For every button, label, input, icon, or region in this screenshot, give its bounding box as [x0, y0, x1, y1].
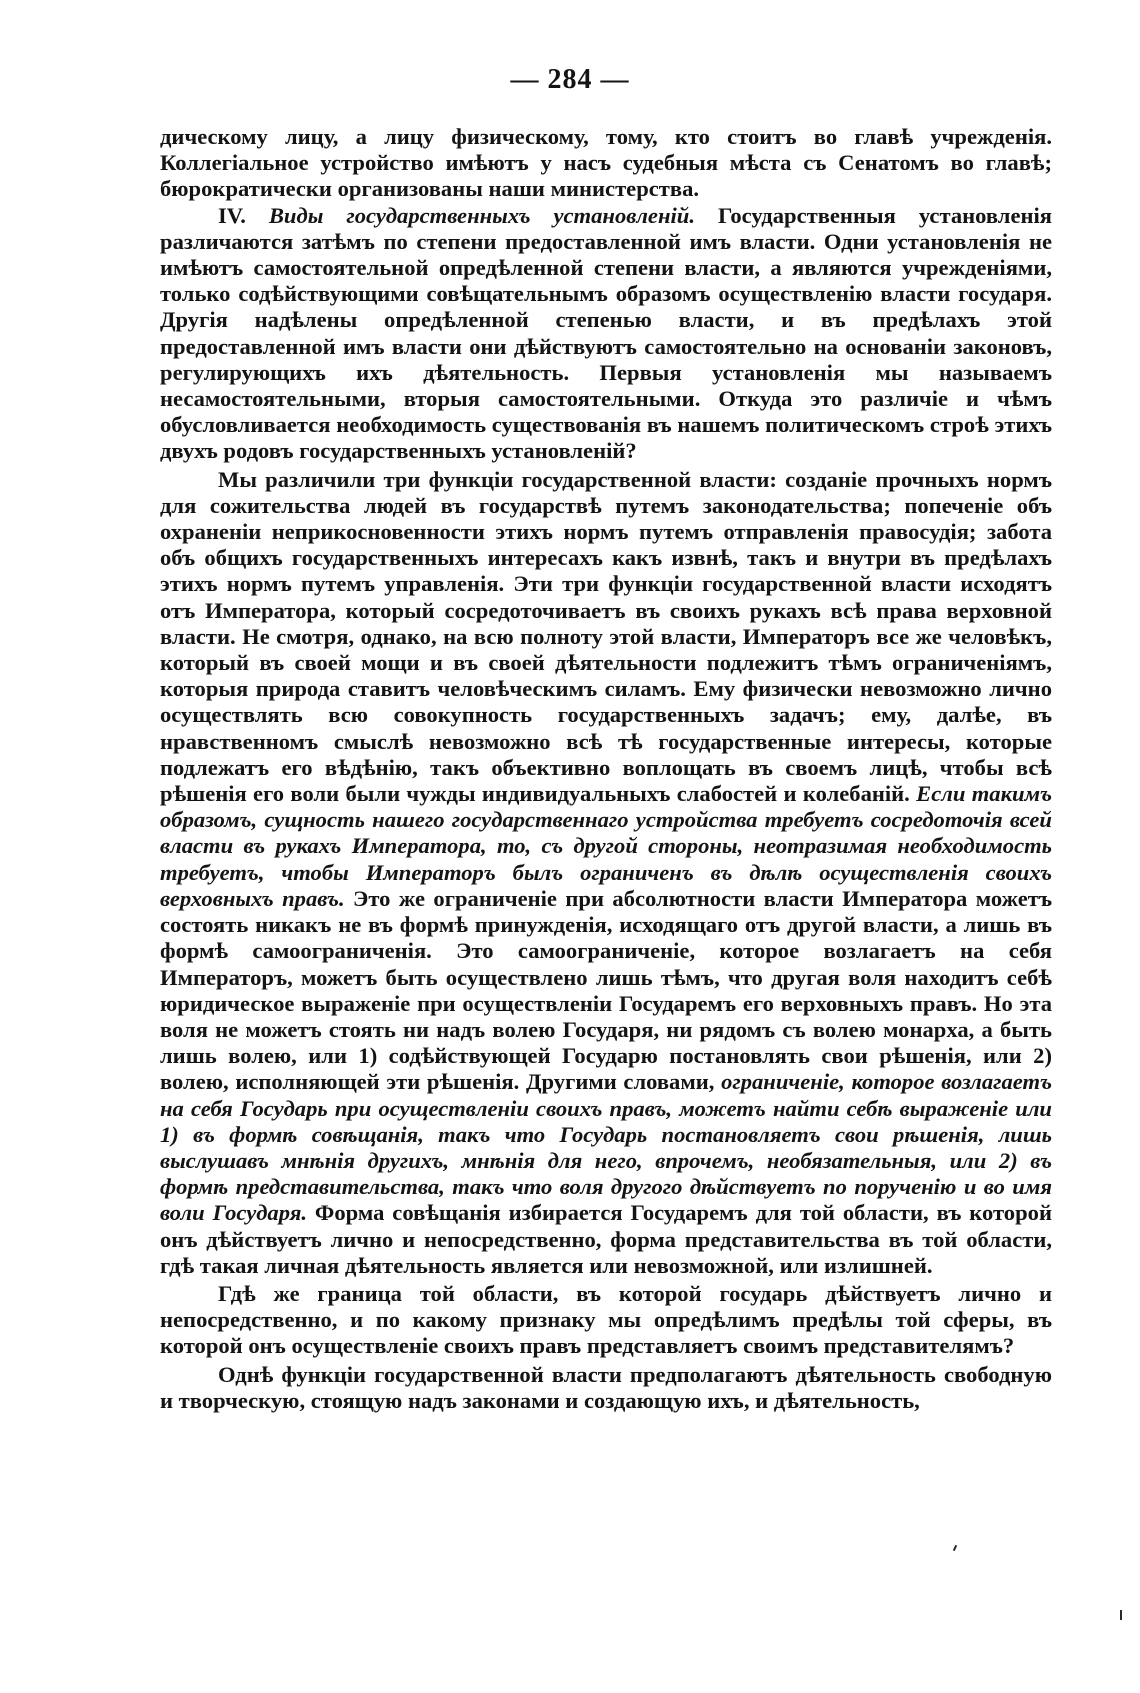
text-run: Форма совѣщанія избирается Государемъ для той области, въ которой онъ дѣйствуетъ лично и непосредственно, форма представительства въ той области, гдѣ такая личная дѣятельность является или невозможной, или излишней.: [160, 1200, 1052, 1278]
paragraph-functions: [160, 467, 1052, 1279]
page-number: — 284 —: [510, 64, 630, 95]
scan-speck: [1120, 1610, 1122, 1620]
text-run: Гдѣ же граница той области, въ которой государь дѣйствуетъ лично и непосредственно, и по какому признаку мы опредѣлимъ предѣлы той сферы, въ которой онъ осуществленіе своихъ правъ представляетъ своимъ представителямъ?: [160, 1280, 1052, 1359]
text-run: Это же ограниченіе при абсолютности власти Императора можетъ состоять никакъ не въ формѣ принужденія, исходящаго отъ другой власти, а лишь въ формѣ самоограниченія. Это самоограниченіе, которое возлагаетъ на себя Императоръ, можетъ быть осуществлено лишь тѣмъ, что другая воля находитъ себѣ юридическое выраженіе при осуществленіи Государемъ его верховныхъ правъ. Но эта воля не можетъ стоять ни надъ волею Государя, ни рядомъ съ волею монарха, а быть лишь волею, или 1) содѣйствующей Государю постановлять свои рѣшенія, или 2) волею, исполняющей эти рѣшенія. Другими словами,: [160, 885, 1052, 1095]
text-run: Государственныя установленія различаются затѣмъ по степени предоставленной имъ власти. Одни установленія не имѣютъ самостоятельной опредѣленной степени власти, а являются учрежденіями, только содѣйствующими совѣщательнымъ образомъ осуществленію власти государя. Другія надѣлены опредѣленной степенью власти, и въ предѣлахъ этой предоставленной имъ власти они дѣйствуютъ самостоятельно на основаніи законовъ, регулирующихъ ихъ дѣятельность. Первыя установленія мы называемъ несамостоятельными, вторыя самостоятельными. Откуда это различіе и чѣмъ обусловливается необходимость существованія въ нашемъ политическомъ строѣ этихъ двухъ родовъ государственныхъ установленій?: [160, 202, 1052, 464]
paragraph-section-iv: [160, 203, 1052, 465]
text-run: дическому лицу, а лицу физическому, тому, кто стоитъ во главѣ учрежденія. Коллегіальное устройство имѣютъ у насъ судебныя мѣста съ Сенатомъ во главѣ; бюрократически организованы наши министерства.: [160, 124, 1052, 202]
paragraph-final: [160, 1362, 1052, 1414]
text-run: Мы различили три функціи государственной власти: созданіе прочныхъ нормъ для сожительства людей въ государствѣ путемъ законодательства; попеченіе объ охраненіи неприкосновенности этихъ нормъ путемъ отправленія правосудія; забота объ общихъ государственныхъ интересахъ какъ извнѣ, такъ и внутри въ предѣлахъ этихъ нормъ путемъ управленія. Эти три функціи государственной власти исходятъ отъ Императора, который сосредоточиваетъ въ своихъ рукахъ всѣ права верховной власти. Не смотря, однако, на всю полноту этой власти, Императоръ все же человѣкъ, который въ своей мощи и въ своей дѣятельности подлежитъ тѣмъ ограниченіямъ, которыя природа ставитъ человѣческимъ силамъ. Ему физически невозможно лично осуществлять всю совокупность государственныхъ задачъ; ему, далѣе, въ нравственномъ смыслѣ невозможно всѣ тѣ государственные интересы, которые подлежатъ его вѣдѣнію, такъ объективно воплощать въ своемъ лицѣ, чтобы всѣ рѣшенія его воли были чужды индивидуальныхъ слабостей и колебаній.: [160, 466, 1052, 807]
page-body-text: [160, 124, 1052, 1414]
scan-speck: [953, 1545, 957, 1551]
emphasis-run: Если такимъ образомъ, сущность нашего государственнаго устройства требуетъ сосредоточія всей власти въ рукахъ Императора, то, съ другой стороны, неотразимая необходимость требуетъ, чтобы Императоръ былъ ограниченъ въ дѣлѣ осуществленія своихъ верховныхъ правъ.: [160, 781, 1052, 911]
text-run: Однѣ функціи государственной власти предполагаютъ дѣятельность свободную и творческую, стоящую надъ законами и создающую ихъ, и дѣятельность,: [160, 1361, 1052, 1413]
section-heading: Виды государственныхъ установленій.: [268, 202, 695, 228]
emphasis-run: ограниченіе, которое возлагаетъ на себя Государь при осуществленіи своихъ правъ, можетъ найти себѣ выраженіе или 1) въ формѣ совѣщанія, такъ что Государь постановляетъ свои рѣшенія, лишь выслушавъ мнѣнія другихъ, мнѣнія для него, впрочемъ, необязательныя, или 2) въ формѣ представительства, такъ что воля другого дѣйствуетъ по порученію и во имя воли Государя.: [160, 1069, 1052, 1226]
paragraph-question: [160, 1281, 1052, 1360]
section-number: IV.: [218, 202, 269, 228]
paragraph-continuation: [160, 124, 1052, 203]
